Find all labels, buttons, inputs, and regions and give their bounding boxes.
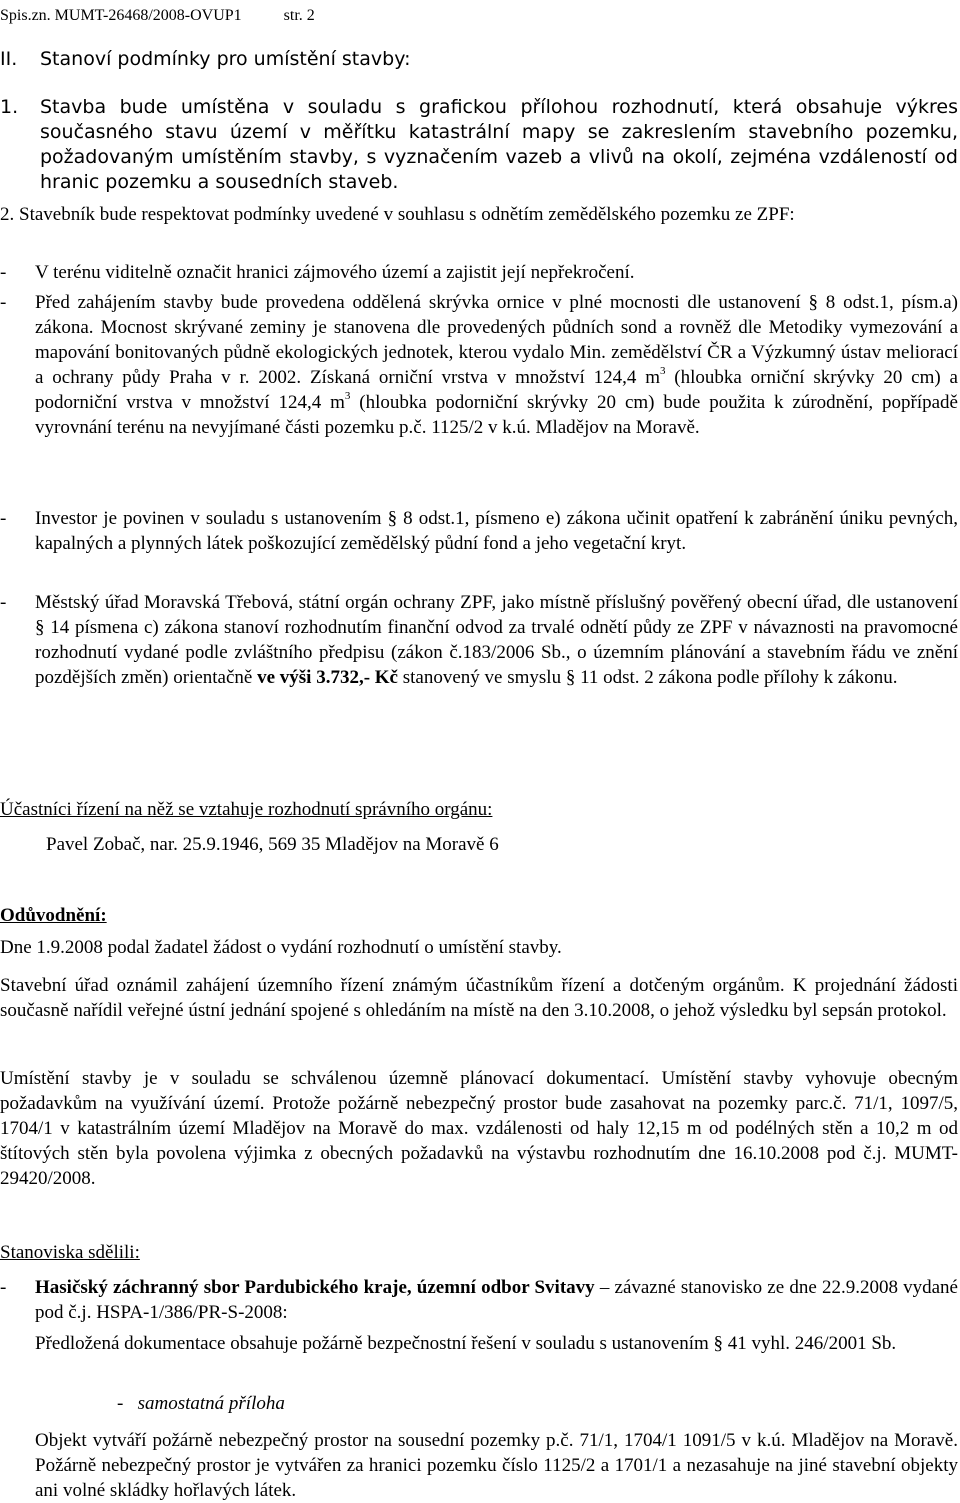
- condition-2-number: 2.: [0, 204, 15, 225]
- participants-heading-text: Účastníci řízení na něž se vztahuje rozhodnutí správního orgánu:: [0, 799, 493, 820]
- section-heading: [0, 48, 410, 70]
- reasoning-paragraph-1: [0, 935, 958, 960]
- reasoning-paragraph-2: [0, 973, 958, 1023]
- opinions-heading-text: Stanoviska sdělili:: [0, 1242, 140, 1263]
- opinions-heading: [0, 1240, 958, 1265]
- bullet-dash: -: [0, 1277, 7, 1298]
- reasoning-p2-text: Stavební úřad oznámil zahájení územního řízení známým účastníkům řízení a dotčeným orgánům. K projednání žádosti současně nařídil veřejné ústní jednání spojené s ohledáním na místě na den 3.10.2008, o jehož výsledku byl sepsán protokol.: [0, 975, 958, 1021]
- bullet-dash: -: [0, 592, 7, 613]
- page-header: [0, 7, 315, 25]
- opinion-p2-text: Objekt vytváří požárně nebezpečný prostor na sousední pozemky p.č. 71/1, 1704/1 1091/5 v k.ú. Mladějov na Moravě. Požárně nebezpečný prostor je vytvářen za hranici pozemku číslo 1125/2 a 1701/1 a nezasahuje na jiné stavební objekty ani volné skládky hořlavých látek.: [35, 1430, 958, 1501]
- section-title: Stanoví podmínky pro umístění stavby:: [40, 48, 411, 70]
- reasoning-p1-text: Dne 1.9.2008 podal žadatel žádost o vydání rozhodnutí o umístění stavby.: [0, 937, 562, 958]
- condition-2: [0, 202, 958, 227]
- bullet-dash: -: [0, 262, 7, 283]
- condition-2-sub-4: [0, 590, 958, 690]
- opinion-paragraph-1: [35, 1331, 958, 1356]
- page-number: str. 2: [283, 7, 315, 24]
- condition-1-body: Stavba bude umístěna v souladu s grafickou přílohou rozhodnutí, která obsahuje výkres současného stavu území v měřítku katastrální mapy se zakreslením stavebního pozemku, požadovaným umístěním stavby, s vyznačením vazeb a vlivů na okolí, zejména vzdáleností od hranic pozemku a sousedních staveb.: [40, 96, 958, 193]
- reasoning-paragraph-3: [0, 1066, 958, 1191]
- opinion-entry-text: [35, 1275, 958, 1325]
- condition-2-sub-3: [0, 506, 958, 556]
- condition-2-sub-2: [0, 290, 958, 440]
- opinion-entry: [0, 1275, 958, 1325]
- fee-amount: ve výši 3.732,- Kč: [257, 667, 398, 688]
- reasoning-heading-text: Odůvodnění:: [0, 905, 107, 926]
- opinion-paragraph-2: [35, 1428, 958, 1503]
- superscript-3: 3: [344, 389, 351, 402]
- reasoning-heading: [0, 903, 958, 928]
- sub-2-text-a: Před zahájením stavby bude provedena oddělená skrývka ornice v plné mocnosti dle ustanovení § 8 odst.1, písm.a) zákona. Mocnost skrývané zeminy je stanovena dle provedených půdních sond a rovněž dle Metodiky vymezování a mapování bonitovaných půdně ekologických jednotek, kterou vydalo Min. zemědělství ČR a Výzkumný ústav meliorací a ochrany půdy Praha v r. 2002. Získaná orniční vrstva v množství 124,4 m: [35, 292, 958, 388]
- sub-3-text: Investor je povinen v souladu s ustanovením § 8 odst.1, písmeno e) zákona učinit opatření k zabránění úniku pevných, kapalných a plynných látek poškozující zemědělský půdní fond a jeho vegetační kryt.: [35, 508, 958, 554]
- sub-2-text: [35, 290, 958, 440]
- bullet-dash: -: [0, 508, 7, 529]
- attachment-note: [117, 1391, 517, 1416]
- sub-2-text-c: (hloubka podorniční skrývky 20 cm) bude použita k zúrodnění, popřípadě vyrovnání terénu na nevyjímané části pozemku p.č. 1125/2 v k.ú. Mladějov na Moravě.: [35, 392, 958, 438]
- sub-4-text-a: Městský úřad Moravská Třebová, státní orgán ochrany ZPF, jako místně příslušný pověřený obecní úřad, dle ustanovení § 14 písmena c) zákona stanoví rozhodnutím finanční odvod za trvalé odnětí půdy ze ZPF v návaznosti na pravomocné rozhodnutí vydané podle zvláštního předpisu (zákon č.183/2006 Sb., o územním plánování a stavebním řádu ve znění pozdějších změn) orientačně: [35, 592, 958, 688]
- participants-heading: [0, 797, 958, 822]
- sub-1-text: V terénu viditelně označit hranici zájmového území a zajistit její nepřekročení.: [35, 262, 635, 283]
- condition-1: [0, 95, 958, 195]
- condition-2-sub-1: [0, 260, 958, 285]
- section-number: II.: [0, 48, 18, 70]
- attachment-dash: -: [117, 1393, 124, 1414]
- attachment-label: samostatná příloha: [137, 1393, 285, 1414]
- bullet-dash: -: [0, 292, 7, 313]
- opinion-organization: Hasičský záchranný sbor Pardubického kraje, územní odbor Svitavy: [35, 1277, 595, 1298]
- superscript-3: 3: [659, 364, 666, 377]
- reasoning-p3-text: Umístění stavby je v souladu se schválenou územně plánovací dokumentací. Umístění stavby vyhovuje obecným požadavkům na využívání území. Protože požárně nebezpečný prostor bude zasahovat na pozemky parc.č. 71/1, 1097/5, 1704/1 v katastrálním území Mladějov na Moravě do max. vzdálenosti od haly 12,15 m od podélných stěn a 10,2 m od štítových stěn byla povolena výjimka z obecných požadavků na výstavbu rozhodnutím dne 16.10.2008 pod č.j. MUMT-29420/2008.: [0, 1068, 958, 1189]
- opinion-reference: – závazné stanovisko ze dne 22.9.2008 vydané pod č.j. HSPA-1/386/PR-S-2008:: [35, 1277, 958, 1323]
- sub-2-text-b: (hloubka orniční skrývky 20 cm) a podorniční vrstva v množství 124,4 m: [35, 367, 958, 413]
- file-reference: Spis.zn. MUMT-26468/2008-OVUP1: [0, 7, 242, 24]
- condition-1-text: [40, 95, 958, 195]
- condition-2-text: Stavebník bude respektovat podmínky uvedené v souhlasu s odnětím zemědělského pozemku ze ZPF:: [19, 204, 795, 225]
- participant-name: Pavel Zobač, nar. 25.9.1946, 569 35 Mladějov na Moravě 6: [46, 834, 499, 855]
- sub-4-text: [35, 590, 958, 690]
- sub-4-text-b: stanovený ve smyslu § 11 odst. 2 zákona podle přílohy k zákonu.: [398, 667, 898, 688]
- condition-1-number: 1.: [0, 96, 19, 118]
- opinion-p1-text: Předložená dokumentace obsahuje požárně bezpečnostní řešení v souladu s ustanovením § 41 vyhl. 246/2001 Sb.: [35, 1333, 897, 1354]
- participant-entry: [46, 832, 946, 857]
